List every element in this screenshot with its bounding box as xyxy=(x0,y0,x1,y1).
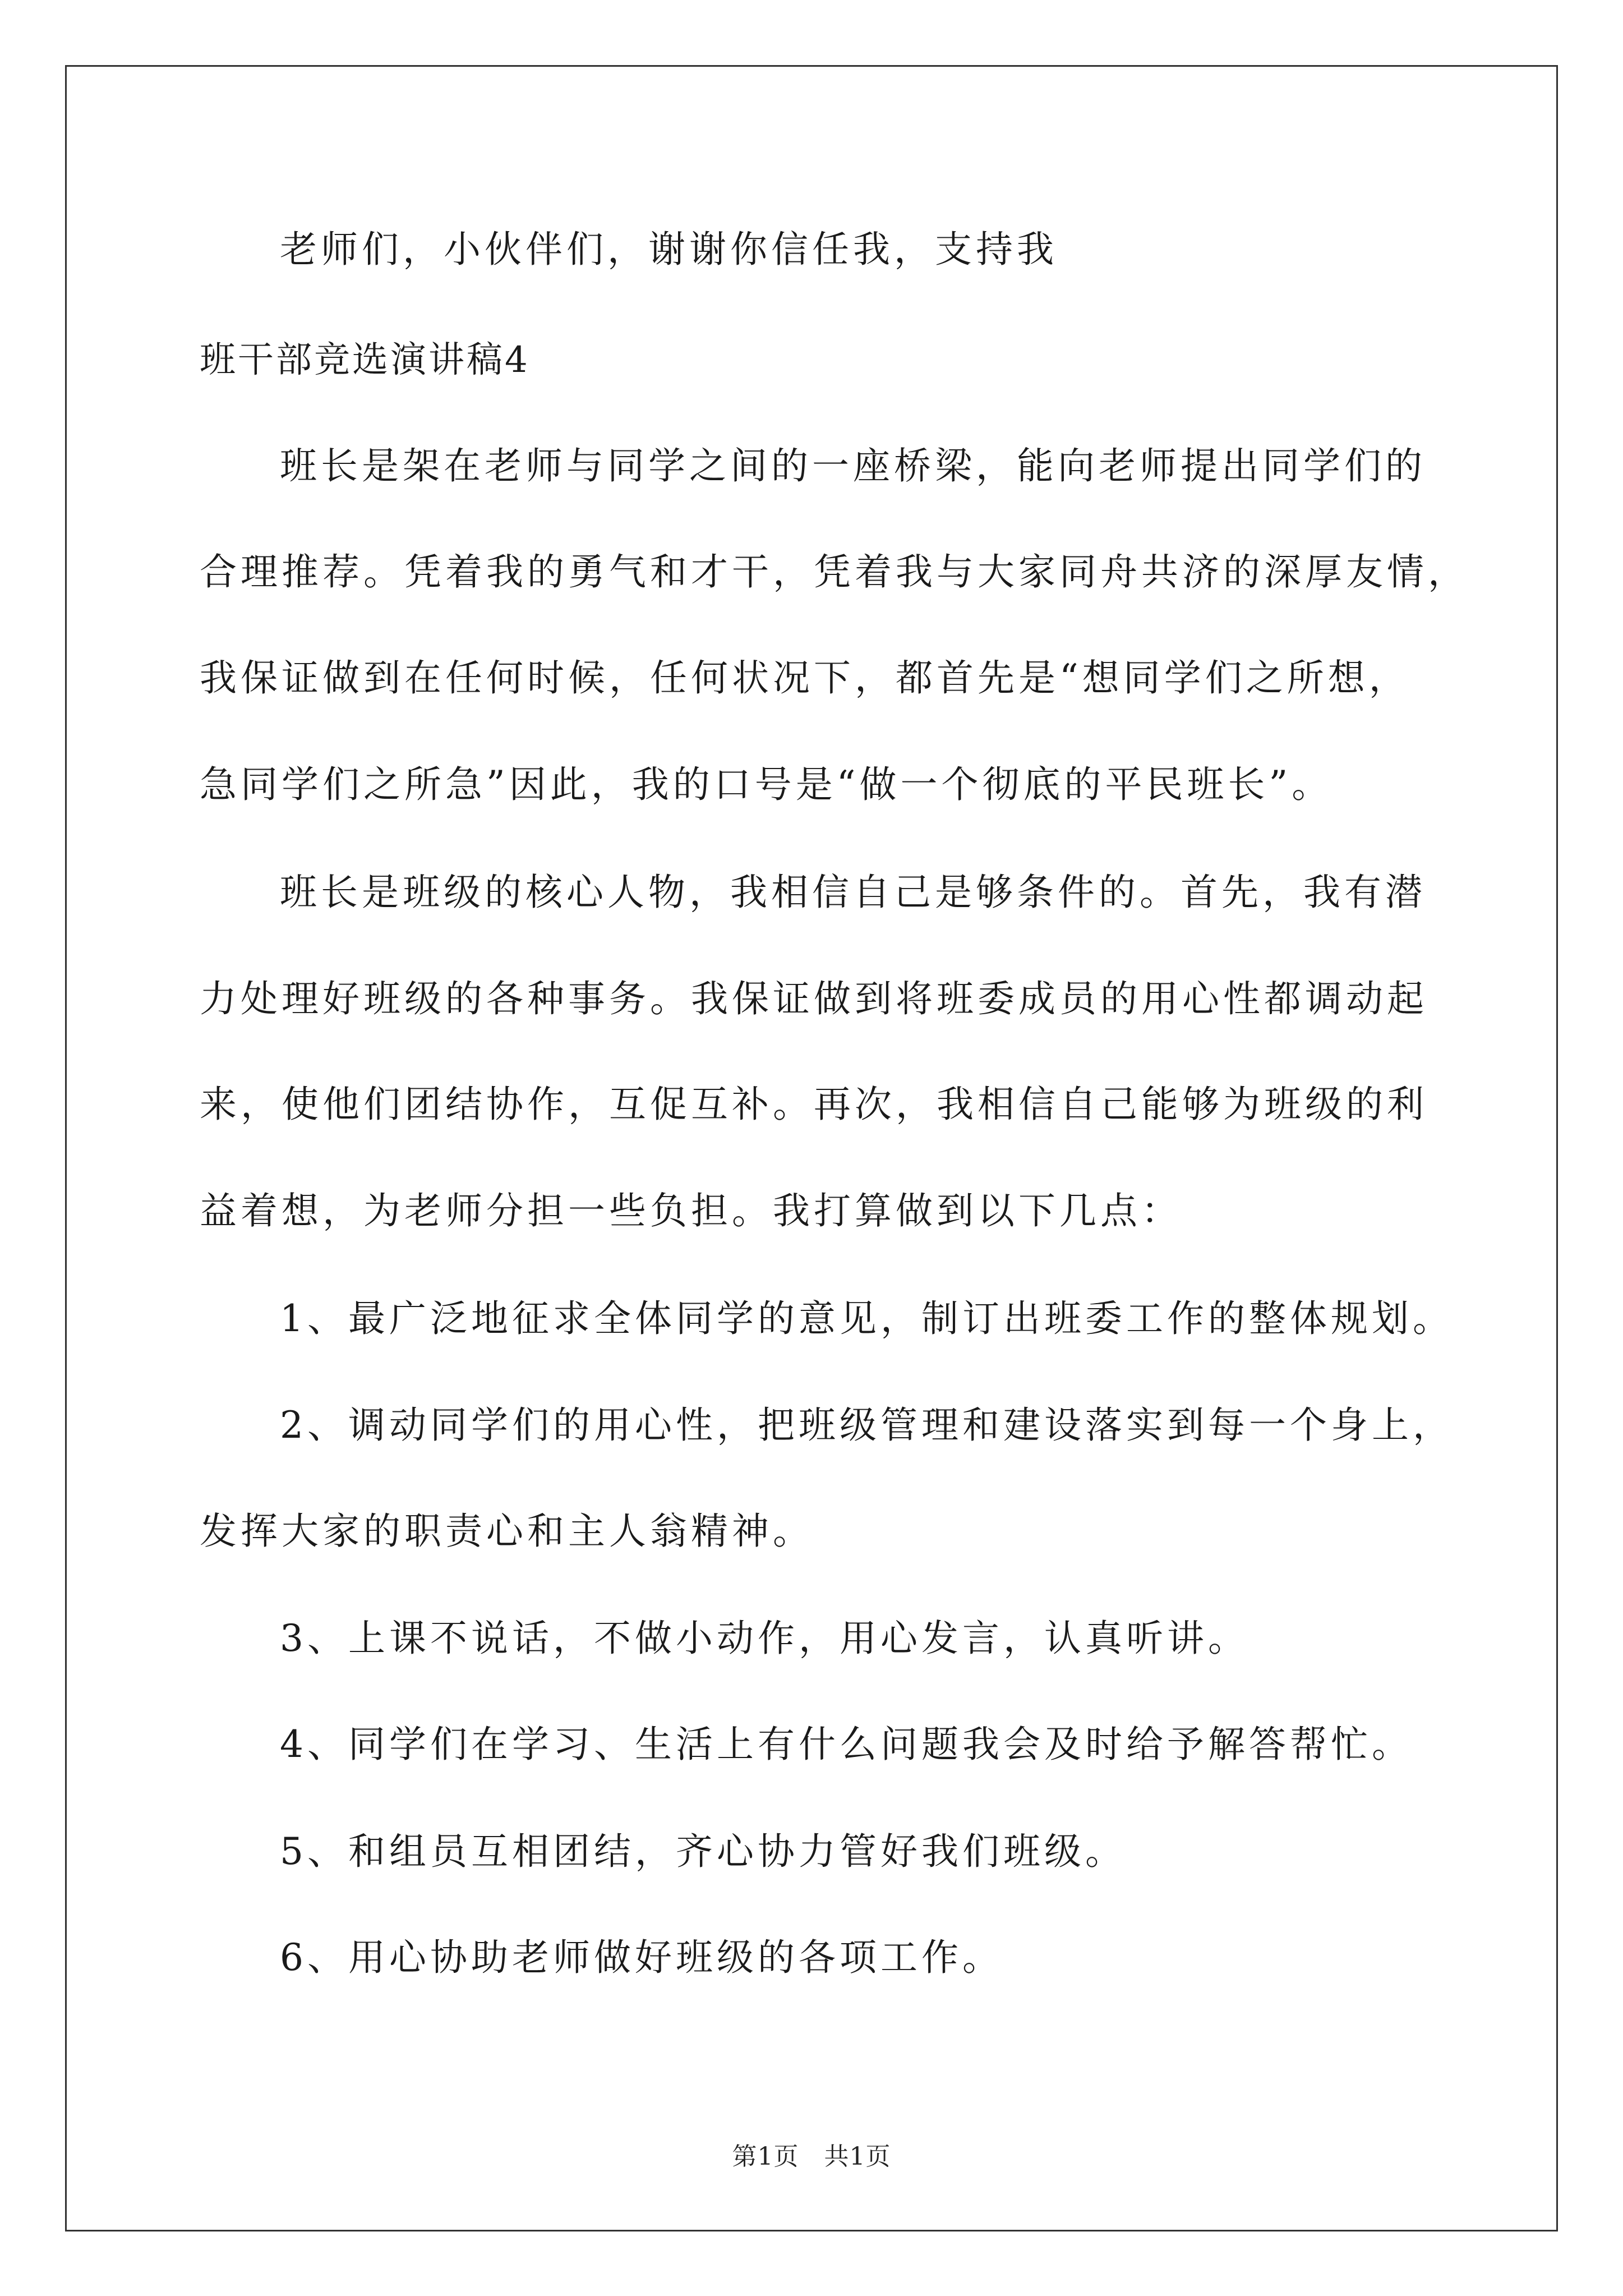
list-item: 6、用心协助老师做好班级的各项工作。 xyxy=(280,1936,1003,1979)
list-item: 1、最广泛地征求全体同学的意见，制订出班委工作的整体规划。 xyxy=(280,1297,1454,1340)
page-border xyxy=(65,65,1558,2231)
paragraph-line: 班长是班级的核心人物，我相信自己是够条件的。首先，我有潜 xyxy=(280,871,1426,914)
paragraph-line: 我保证做到在任何时候，任何状况下，都首先是“想同学们之所想， xyxy=(200,656,1410,700)
list-item: 4、同学们在学习、生活上有什么问题我会及时给予解答帮忙。 xyxy=(280,1723,1413,1766)
list-item: 2、调动同学们的用心性，把班级管理和建设落实到每一个身上， xyxy=(280,1404,1454,1447)
paragraph-line: 力处理好班级的各种事务。我保证做到将班委成员的用心性都调动起 xyxy=(200,977,1428,1020)
page-number-footer: 第1页 共1页 xyxy=(732,2142,891,2171)
paragraph-line: 急同学们之所急”因此，我的口号是“做一个彻底的平民班长”。 xyxy=(200,763,1333,806)
paragraph-line: 合理推荐。凭着我的勇气和才干，凭着我与大家同舟共济的深厚友情， xyxy=(200,550,1469,593)
paragraph-line: 来，使他们团结协作，互促互补。再次，我相信自己能够为班级的利 xyxy=(200,1083,1428,1126)
list-item-continuation: 发挥大家的职责心和主人翁精神。 xyxy=(200,1510,814,1553)
list-item: 3、上课不说话，不做小动作，用心发言，认真听讲。 xyxy=(280,1617,1249,1660)
paragraph-line: 益着想，为老师分担一些负担。我打算做到以下几点： xyxy=(200,1189,1182,1232)
paragraph-line: 班长是架在老师与同学之间的一座桥梁，能向老师提出同学们的 xyxy=(280,444,1426,487)
list-item: 5、和组员互相团结，齐心协力管好我们班级。 xyxy=(280,1830,1126,1873)
section-heading: 班干部竞选演讲稿4 xyxy=(200,339,530,381)
paragraph-line: 老师们，小伙伴们，谢谢你信任我，支持我 xyxy=(280,228,1058,271)
